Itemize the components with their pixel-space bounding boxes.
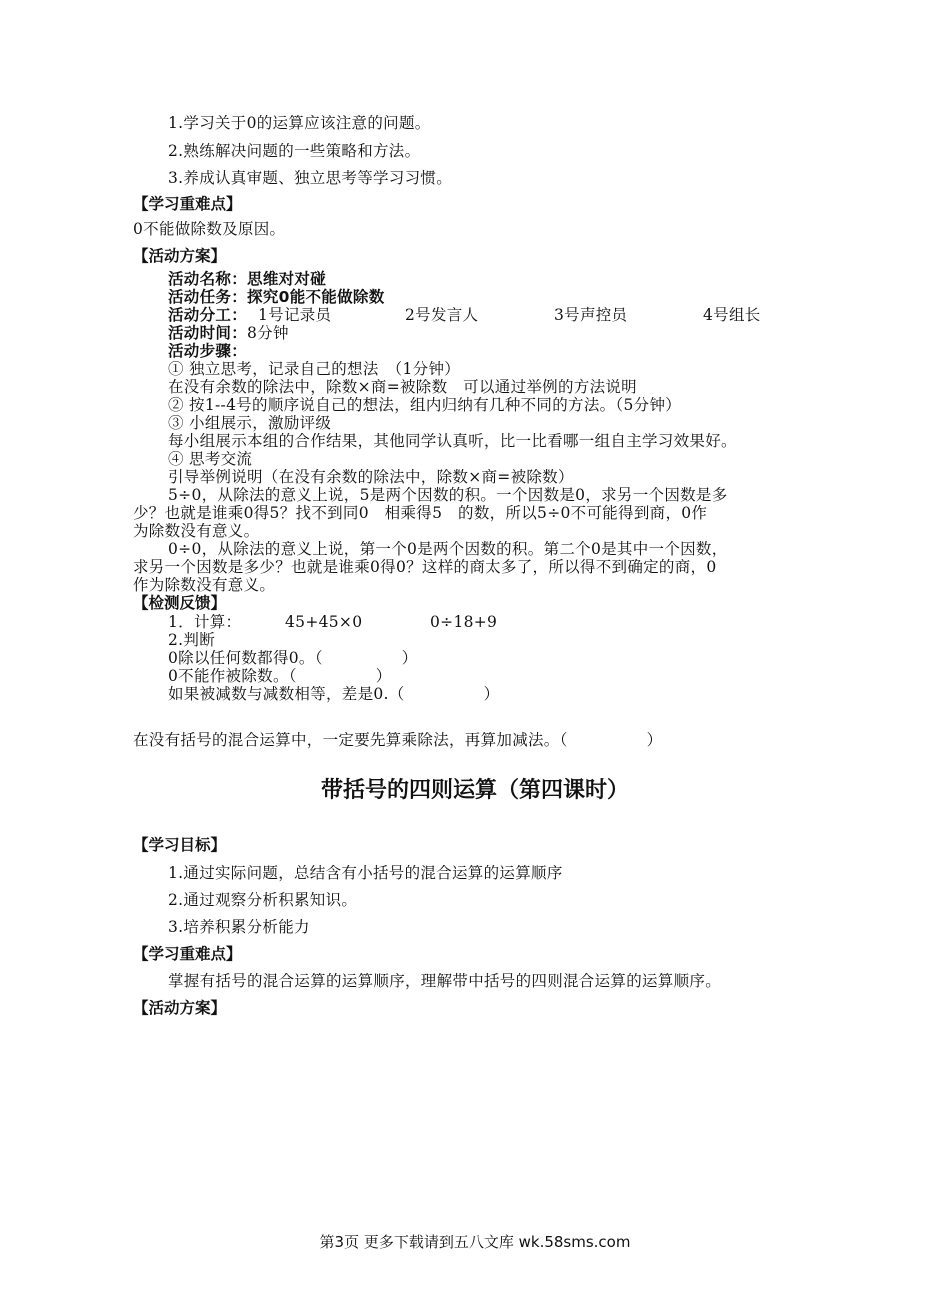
explanation-line: 为除数没有意义。	[133, 522, 260, 540]
role-speaker: 2号发言人	[405, 306, 479, 324]
explanation-line: 求另一个因数是多少？也就是谁乘0得0？这样的商太多了，所以得不到确定的商，0	[133, 558, 717, 576]
explanation-line: 作为除数没有意义。	[133, 576, 276, 594]
section-heading-check-feedback: 【检测反馈】	[133, 594, 227, 612]
key-points-text: 掌握有括号的混合运算的运算顺序，理解带中括号的四则混合运算的运算顺序。	[168, 972, 722, 990]
lesson-title: 带括号的四则运算（第四课时）	[320, 778, 629, 803]
page-footer: 第3页 更多下载请到五八文库 wk.58sms.com	[319, 1233, 631, 1251]
step-line: ② 按1--4号的顺序说自己的想法，组内归纳有几种不同的方法。（5分钟）	[168, 396, 682, 414]
explanation-line: 5÷0，从除法的意义上说，5是两个因数的积。一个因数是0，求另一个因数是多	[168, 486, 728, 504]
section-heading-learning-goals: 【学习目标】	[133, 836, 227, 854]
step-line: ④ 思考交流	[168, 450, 253, 468]
activity-division-line	[168, 306, 868, 324]
section-heading-activity-plan: 【活动方案】	[133, 247, 227, 265]
judge-label: 2.判断	[168, 631, 215, 649]
calc-line	[168, 613, 668, 631]
goal-item: 1.学习关于0的运算应该注意的问题。	[168, 114, 431, 132]
steps-label-text: 活动步骤：	[168, 342, 248, 360]
goal-item: 3.养成认真审题、独立思考等学习习惯。	[168, 169, 452, 187]
explanation-line: 少？也就是谁乘0得5？找不到同0 相乘得5 的数，所以5÷0不可能得到商，0作	[133, 504, 708, 522]
judge-item: 在没有括号的混合运算中，一定要先算乘除法，再算加减法。（ ）	[133, 731, 663, 749]
judge-item: 如果被减数与减数相等，差是0.（ ）	[168, 685, 500, 703]
goal-item: 3.培养积累分析能力	[168, 918, 310, 936]
role-volume-controller: 3号声控员	[554, 306, 628, 324]
section-heading-key-points: 【学习重难点】	[133, 945, 242, 963]
calc-expression: 0÷18+9	[430, 613, 498, 631]
section-heading-key-points: 【学习重难点】	[133, 195, 242, 213]
goal-item: 2.熟练解决问题的一些策略和方法。	[168, 142, 421, 160]
activity-name-label: 活动名称：	[168, 270, 248, 288]
activity-name-line	[168, 270, 326, 288]
activity-division-label: 活动分工：	[168, 306, 248, 324]
step-line: ③ 小组展示，激励评级	[168, 414, 332, 432]
step-line: 每小组展示本组的合作结果，其他同学认真听，比一比看哪一组自主学习效果好。	[168, 432, 737, 450]
judge-item: 0不能作被除数。（ ）	[168, 667, 392, 685]
activity-time-label: 活动时间：	[168, 324, 248, 342]
calc-expression: 45+45×0	[285, 613, 363, 631]
activity-time-value: 8分钟	[247, 324, 289, 342]
judge-item: 0除以任何数都得0。（ ）	[168, 649, 418, 667]
step-line: ① 独立思考，记录自己的想法 （1分钟）	[168, 360, 461, 378]
calc-label: 1．计算：	[168, 613, 242, 631]
activity-time-line	[168, 324, 289, 342]
role-group-leader: 4号组长	[703, 306, 761, 324]
goal-item: 2.通过观察分析积累知识。	[168, 891, 358, 909]
activity-name-value: 思维对对碰	[247, 270, 327, 288]
activity-steps-label	[168, 342, 247, 360]
activity-task-line	[168, 288, 385, 306]
activity-task-value: 探究0能不能做除数	[247, 288, 385, 306]
activity-task-label: 活动任务：	[168, 288, 248, 306]
step-line: 在没有余数的除法中，除数×商=被除数 可以通过举例的方法说明	[168, 378, 637, 396]
role-recorder: 1号记录员	[258, 306, 332, 324]
key-points-text: 0不能做除数及原因。	[133, 220, 286, 238]
explanation-line: 0÷0，从除法的意义上说，第一个0是两个因数的积。第二个0是其中一个因数，	[168, 540, 728, 558]
section-heading-activity-plan: 【活动方案】	[133, 999, 227, 1017]
goal-item: 1.通过实际问题，总结含有小括号的混合运算的运算顺序	[168, 864, 563, 882]
step-line: 引导举例说明（在没有余数的除法中，除数×商=被除数）	[168, 468, 574, 486]
